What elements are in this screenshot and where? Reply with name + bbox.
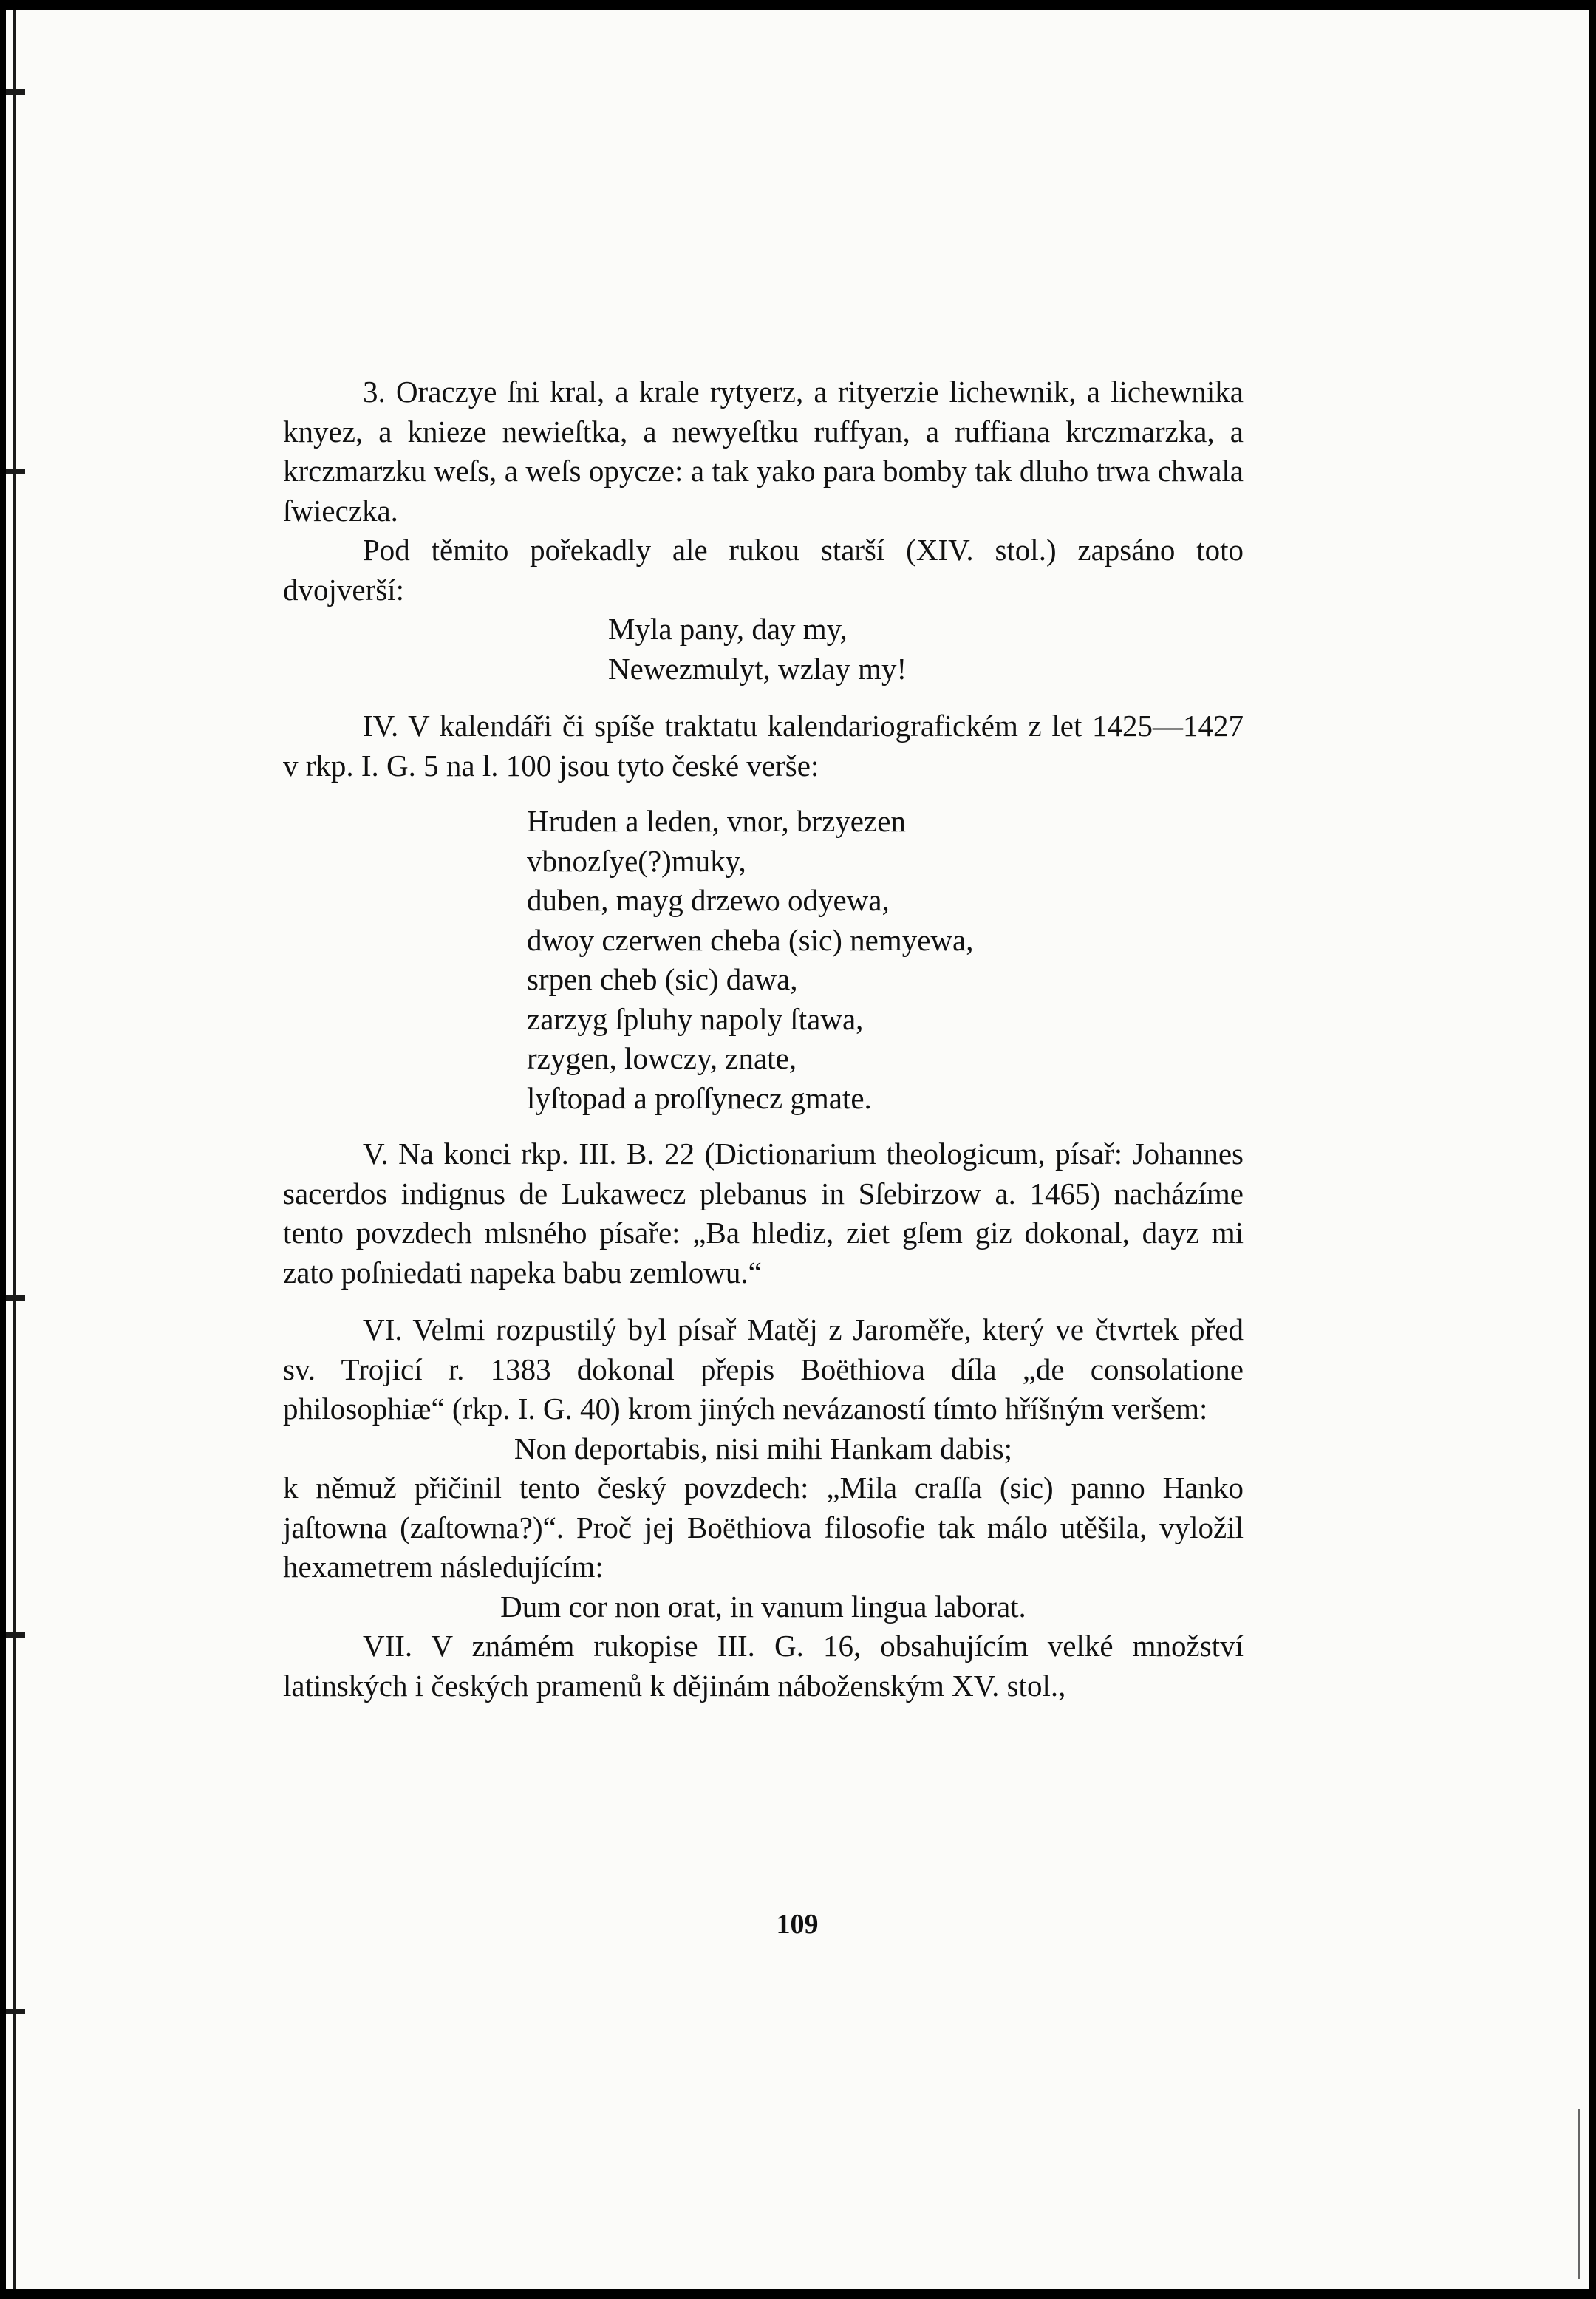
verse-line: zarzyg ſpluhy napoly ſtawa, xyxy=(527,1001,864,1036)
binding-mark xyxy=(6,89,25,95)
verse-calendar xyxy=(283,802,1244,1118)
binding-edge xyxy=(13,10,16,2289)
binding-mark xyxy=(6,469,25,474)
paragraph-6: VI. Velmi rozpustilý byl písař Matěj z Jaroměře, který ve čtvrtek před sv. Trojicí r. 1383 dokonal přepis Boëthiova díla „de consolatione philosophiæ“ (rkp. I. G. 40) krom jiných nevázaností tímto hříšným veršem: xyxy=(283,1312,1244,1426)
latin-verse-1: Non deportabis, nisi mihi Hankam dabis; xyxy=(514,1431,1013,1465)
verse-line: lyſtopad a proſſynecz gmate. xyxy=(527,1080,872,1115)
binding-mark xyxy=(6,2009,25,2014)
book-page xyxy=(6,10,1589,2289)
verse-line: duben, mayg drzewo odyewa, xyxy=(527,883,890,917)
paragraph-7: VII. V známém rukopise III. G. 16, obsahujícím velké množství latinských i českých pramenů k dějinám náboženským XV. stol., xyxy=(283,1629,1244,1703)
paragraph-3-note: Pod těmito pořekadly ale rukou starší (XIV. stol.) zapsáno toto dvojverší: xyxy=(283,533,1244,607)
verse-line: dwoy czerwen cheba (sic) nemyewa, xyxy=(527,922,974,957)
binding-mark xyxy=(6,1295,25,1301)
verse-line: Newezmulyt, wzlay my! xyxy=(608,651,907,686)
verse-line: vbnozſye(?)muky, xyxy=(527,843,746,878)
right-edge-line xyxy=(1578,2109,1580,2279)
verse-line: rzygen, lowczy, znate, xyxy=(527,1041,797,1075)
paragraph-5: V. Na konci rkp. III. B. 22 (Dictionarium theologicum, písař: Johannes sacerdos indignus de Lukawecz plebanus in Sſebirzow a. 1465) nacházíme tento povzdech mlsného písaře: „Ba hlediz, ziet gſem giz dokonal, dayz mi zato poſniedati napeka babu zemlowu.“ xyxy=(283,1137,1244,1290)
binding-mark xyxy=(6,1632,25,1638)
paragraph-3: 3. Oraczye ſni kral, a krale rytyerz, a rityerzie lichewnik, a lichewnika knyez, a knieze newieſtka, a newyeſtku ruffyan, a ruffiana krczmarzka, a krczmarzku weſs, a weſs opycze: a tak yako para bomby tak dluho trwa chwala ſwieczka. xyxy=(283,375,1244,528)
verse-line: Myla pany, day my, xyxy=(608,612,848,646)
verse-line: srpen cheb (sic) dawa, xyxy=(527,962,798,996)
verse-line: Hruden a leden, vnor, brzyezen xyxy=(527,804,906,838)
verse-couplet xyxy=(283,610,1244,689)
page-number: 109 xyxy=(776,1909,819,1940)
latin-verse-2: Dum cor non orat, in vanum lingua laborat. xyxy=(500,1589,1026,1624)
body-text xyxy=(283,372,1244,1706)
paragraph-4: IV. V kalendáři či spíše traktatu kalendariografickém z let 1425—1427 v rkp. I. G. 5 na l. 100 jsou tyto české verše: xyxy=(283,709,1244,783)
paragraph-6b: k němuž přičinil tento český povzdech: „Mila craſſa (sic) panno Hanko jaſtowna (zaſtowna?)“. Proč jej Boëthiova filosofie tak málo utěšila, vyložil hexametrem následujícím: xyxy=(283,1471,1244,1584)
